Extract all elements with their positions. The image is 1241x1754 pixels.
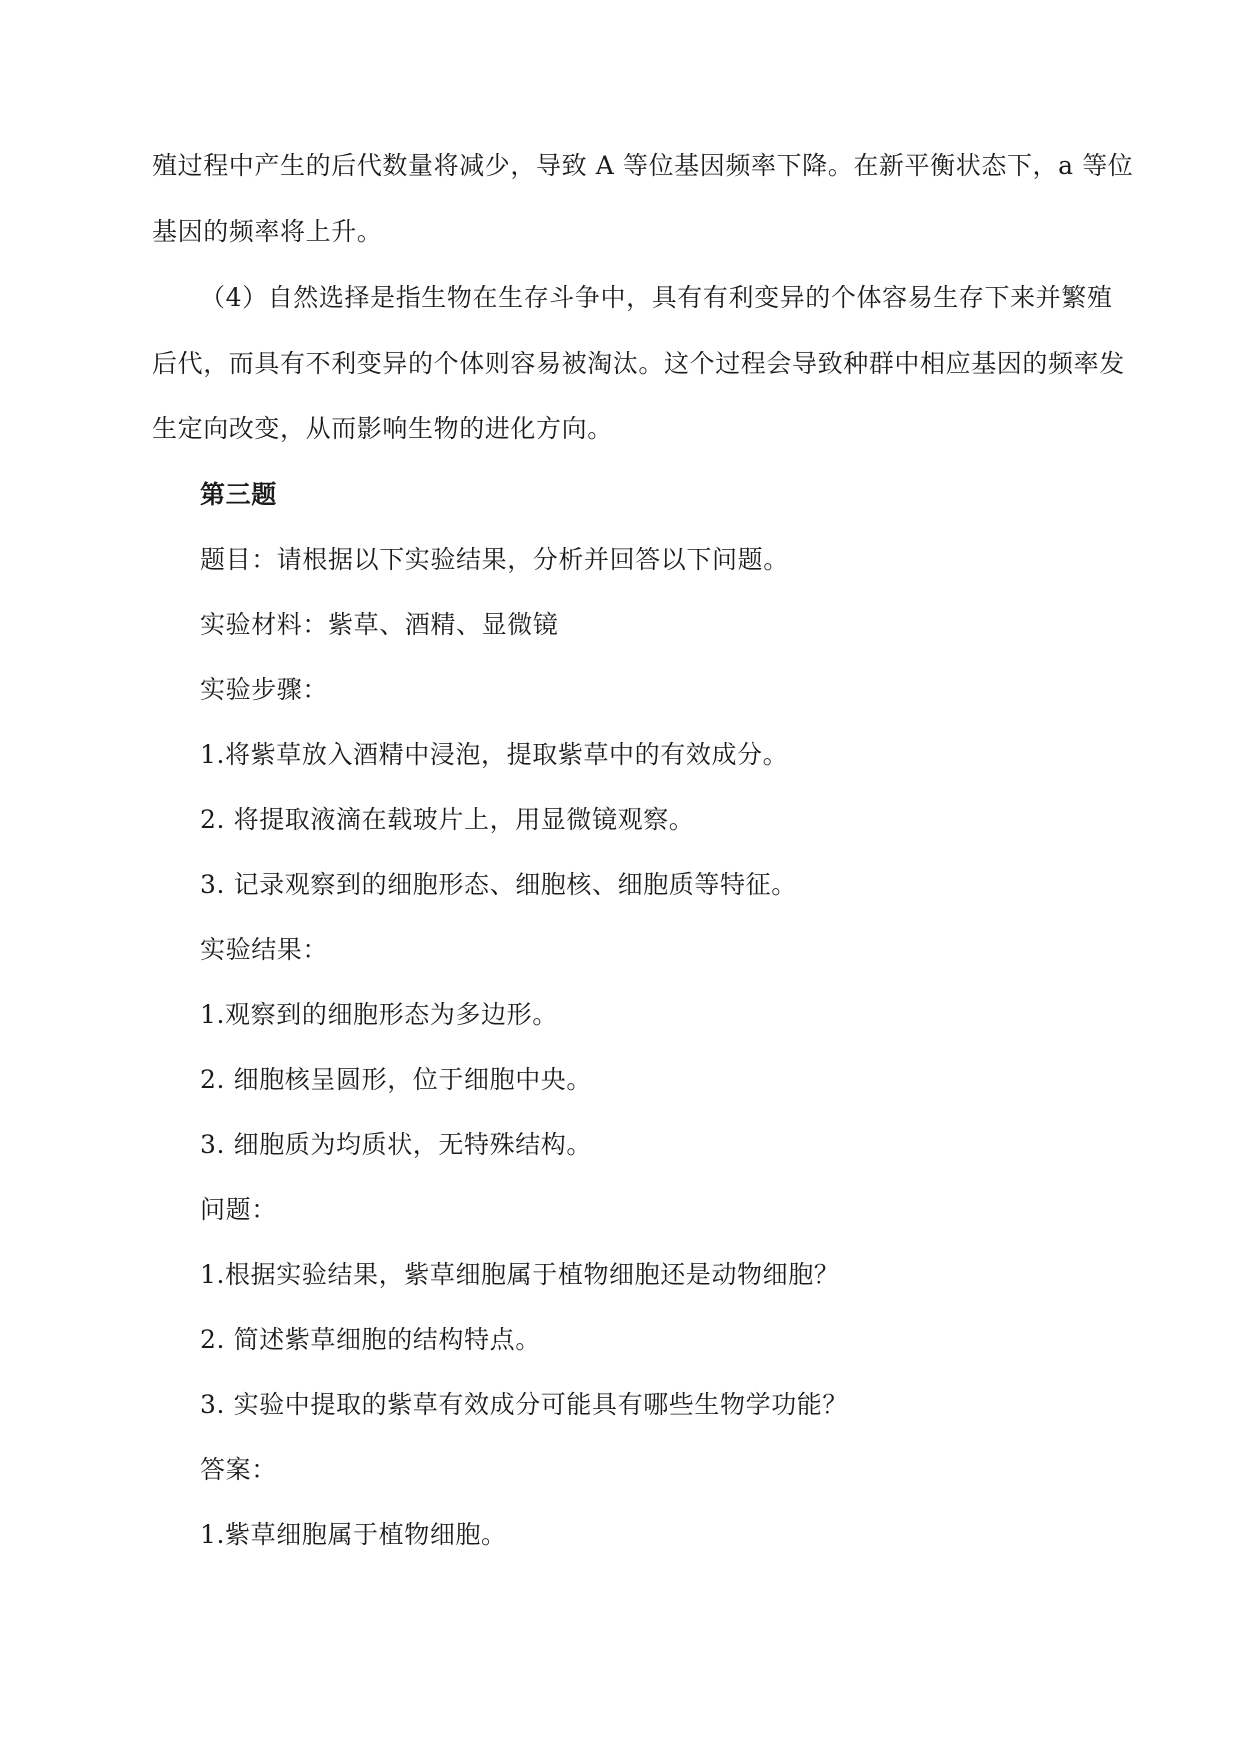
result-item: 2. 细胞核呈圆形，位于细胞中央。 xyxy=(200,1065,593,1094)
materials-line: 实验材料：紫草、酒精、显微镜 xyxy=(200,610,559,639)
result-item: 3. 细胞质为均质状，无特殊结构。 xyxy=(200,1130,593,1159)
result-item: 1.观察到的细胞形态为多边形。 xyxy=(200,1000,558,1029)
questions-heading: 问题： xyxy=(200,1195,277,1224)
paragraph-4-line-2: 后代，而具有不利变异的个体则容易被淘汰。这个过程会导致种群中相应基因的频率发 xyxy=(152,349,1125,378)
step-item: 2. 将提取液滴在载玻片上，用显微镜观察。 xyxy=(200,805,695,834)
step-item: 3. 记录观察到的细胞形态、细胞核、细胞质等特征。 xyxy=(200,870,797,899)
paragraph-4-line-3: 生定向改变，从而影响生物的进化方向。 xyxy=(152,414,613,443)
question-item: 3. 实验中提取的紫草有效成分可能具有哪些生物学功能？ xyxy=(200,1390,849,1419)
question-item: 2. 简述紫草细胞的结构特点。 xyxy=(200,1325,541,1354)
answers-heading: 答案： xyxy=(200,1455,277,1484)
paragraph-3-line-1: 殖过程中产生的后代数量将减少，导致 A 等位基因频率下降。在新平衡状态下，a 等位 xyxy=(152,151,1134,180)
results-heading: 实验结果： xyxy=(200,935,329,964)
paragraph-4-line-1: （4）自然选择是指生物在生存斗争中，具有有利变异的个体容易生存下来并繁殖 xyxy=(200,283,1113,312)
step-item: 1.将紫草放入酒精中浸泡，提取紫草中的有效成分。 xyxy=(200,740,789,769)
section-title: 第三题 xyxy=(200,480,277,509)
paragraph-3-line-2: 基因的频率将上升。 xyxy=(152,217,383,246)
question-item: 1.根据实验结果，紫草细胞属于植物细胞还是动物细胞？ xyxy=(200,1260,840,1289)
steps-heading: 实验步骤： xyxy=(200,675,329,704)
answer-item: 1.紫草细胞属于植物细胞。 xyxy=(200,1520,507,1549)
question-intro: 题目：请根据以下实验结果，分析并回答以下问题。 xyxy=(200,545,789,574)
